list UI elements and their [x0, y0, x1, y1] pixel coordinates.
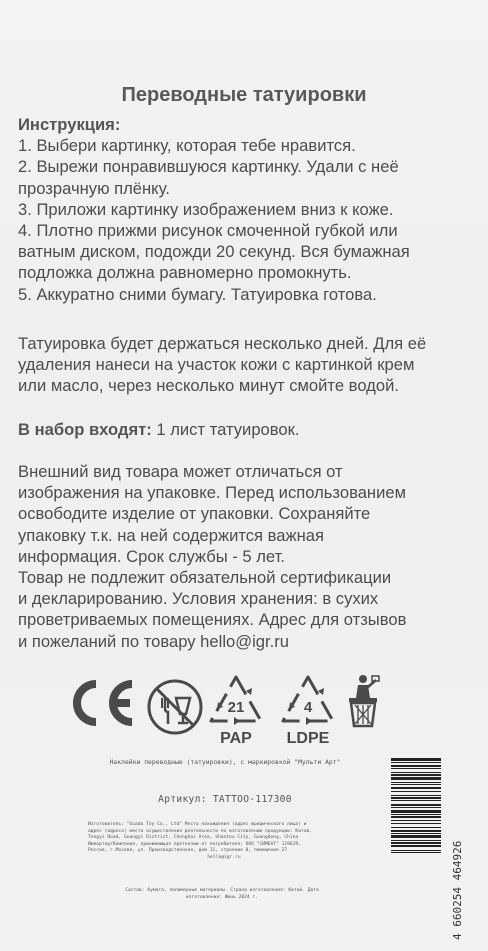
- manufacturer-info: [88, 822, 360, 862]
- removal-paragraph: [18, 333, 478, 397]
- barcode-bar: [391, 774, 441, 776]
- instruction-line: прозрачную плёнку.: [18, 178, 170, 198]
- article-number: Артикул: TATTOO-117300: [158, 794, 292, 805]
- barcode-bar: [391, 804, 441, 806]
- compliance-icons: [0, 672, 488, 752]
- instruction-line: 2. Вырежи понравившуюся картинку. Удали с неё: [18, 157, 399, 177]
- barcode-bar: [391, 777, 441, 780]
- barcode-bar: [391, 833, 441, 834]
- barcode-bar: [391, 762, 441, 763]
- barcode-number: [440, 790, 464, 940]
- kit-heading: В набор входят:: [18, 420, 152, 439]
- barcode-bar: [391, 800, 441, 801]
- barcode-digits: 4 660254 464926: [451, 840, 464, 940]
- recycle-number: 4: [303, 699, 313, 716]
- barcode-bar: [391, 784, 441, 785]
- notes-line: изображения на упаковке. Перед использованием: [18, 483, 407, 503]
- barcode-bar: [391, 797, 441, 799]
- recycle-label: LDPE: [286, 730, 330, 747]
- notes-line: Внешний вид товара может отличаться от: [18, 462, 343, 481]
- barcode-bar: [391, 810, 441, 813]
- instruction-line: ватным диском, подожди 20 секунд. Вся бумажная: [18, 242, 410, 262]
- barcode-bar: [391, 772, 441, 773]
- recycle-label: PAP: [220, 730, 252, 747]
- instruction-line: 1. Выбери картинку, которая тебе нравится.: [18, 136, 356, 156]
- barcode-bar: [391, 820, 441, 821]
- notes-line: и декларированию. Условия хранения: в сухих: [18, 589, 379, 609]
- instruction-line: 3. Приложи картинку изображением вниз к коже.: [18, 199, 394, 219]
- notes-paragraph: [18, 461, 478, 652]
- barcode-bar: [391, 830, 441, 832]
- instruction-line: подложка должна равномерно промокнуть.: [18, 263, 352, 283]
- barcode-bar: [391, 807, 441, 808]
- notes-line: упаковку т.к. на ней содержится важная: [18, 525, 324, 545]
- barcode-bar: [391, 758, 441, 761]
- not-for-food-icon: [146, 678, 204, 736]
- removal-line: Татуировка будет держаться несколько дней. Для её: [18, 334, 427, 353]
- barcode-bar: [391, 787, 441, 789]
- barcode-bar: [391, 845, 441, 847]
- instruction-line: 4. Плотно прижми рисунок смоченной губкой или: [18, 221, 398, 241]
- legal-line: Россия, г.Москва, ул. Производственная, дом 11, строение 8, помещение 27: [88, 848, 288, 854]
- barcode-bar: [391, 852, 441, 853]
- legal-line: hello@igr.ru: [207, 854, 241, 860]
- product-name: Наклейки переводные (татуировки), с маркировкой "Мульти Арт": [109, 758, 341, 766]
- barcode-bar: [391, 814, 441, 815]
- notes-line: проветриваемых помещениях. Адрес для отзывов: [18, 610, 407, 630]
- legal-line: Tengyi Road, Guangyi District, Chenghai Area, Shantou City, Guangdong, China: [88, 835, 299, 841]
- instructions-block: [18, 114, 478, 305]
- barcode-bar: [391, 795, 441, 796]
- notes-line: Товар не подлежит обязательной сертификации: [18, 568, 392, 588]
- legal-line: адрес (адреса) места осуществления деятельности по изготовлению продукции: Китай,: [88, 828, 313, 834]
- barcode-bar: [391, 840, 441, 841]
- removal-line: удаления нанеси на участок кожи с картинкой крем: [18, 355, 415, 375]
- barcode-bar: [391, 842, 441, 844]
- barcode-bar: [391, 768, 441, 769]
- barcode-bar: [391, 791, 441, 792]
- recycle-pap: [205, 672, 267, 747]
- legal-line: Импортер/Компания, принимающая претензии от потребителя: ООО "СИМБАТ" 119619,: [88, 841, 301, 847]
- barcode-bar: [391, 782, 441, 783]
- barcode-bar: [391, 823, 441, 824]
- composition-line: Состав: бумага, полимерные материалы. Страна изготовления: Китай. Дата: [125, 888, 319, 893]
- removal-line: или масло, через несколько минут смойте водой.: [18, 376, 399, 396]
- ce-mark-icon: [66, 678, 136, 728]
- barcode-bar: [391, 816, 441, 818]
- trash-bin-icon: [346, 674, 380, 728]
- page-title: Переводные татуировки: [121, 84, 367, 106]
- notes-line: и пожеланий по товару hello@igr.ru: [18, 631, 289, 651]
- barcode-bar: [391, 765, 441, 767]
- instructions-heading: Инструкция:: [18, 115, 121, 134]
- barcode-bar: [391, 850, 441, 851]
- barcode: [391, 756, 441, 944]
- instruction-line: 5. Аккуратно сними бумагу. Татуировка готова.: [18, 284, 377, 304]
- legal-line: Изготовитель: "Guada Toy Co., Ltd" Место нахождения (адрес юридического лица) и: [88, 822, 307, 827]
- barcode-bar: [391, 835, 441, 838]
- notes-line: информация. Срок службы - 5 лет.: [18, 546, 285, 566]
- kit-text: 1 лист татуировок.: [151, 420, 300, 439]
- barcode-bar: [391, 827, 441, 828]
- composition-line: изготовления: Июнь 2024 г.: [186, 894, 258, 900]
- recycle-number: 21: [227, 699, 245, 716]
- composition-info: [106, 888, 338, 901]
- recycle-ldpe: [277, 672, 339, 747]
- notes-line: освободите изделие от упаковки. Сохраняйте: [18, 504, 371, 524]
- kit-contents: [18, 419, 478, 440]
